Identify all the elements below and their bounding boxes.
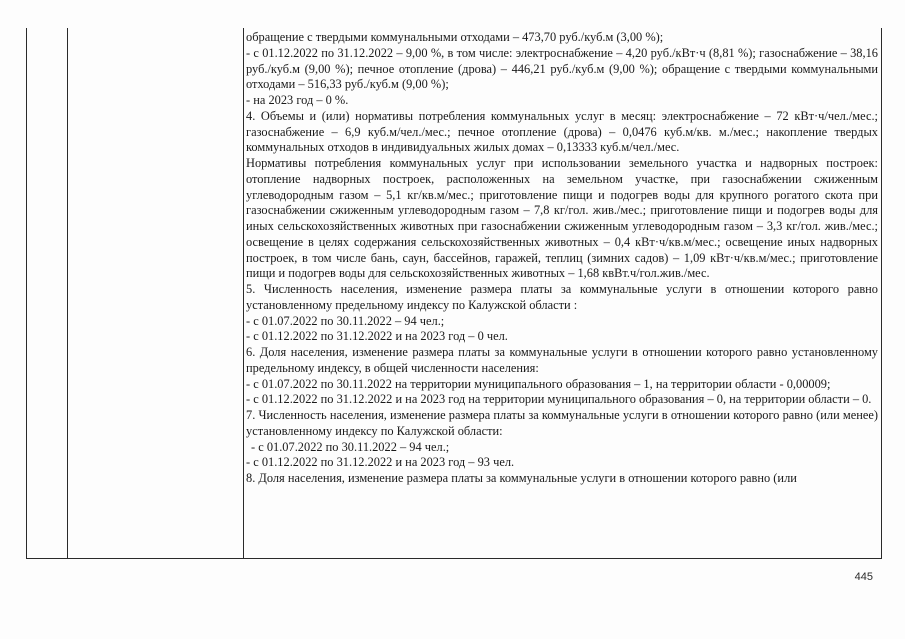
text-line: Нормативы потребления коммунальных услуг при использовании земельного участка и надворных построек: отопление надворных построек, расположенных на земельном участке, при газоснабжении сжиженным углеводородным газом – 5,1 кг/кв.м/мес.; приготовление пищи и подогрев воды для крупного рогатого скота при газоснабжении сжиженным углеводородным газом – 7,8 кг/гол. жив./мес.; приготовление пищи и подогрев воды для иных сельскохозяйственных животных при газоснабжении сжиженным углеводородным газом – 3,3 кг/гол. жив./мес.; освещение в целях содержания сельскохозяйственных животных – 0,4 кВт·ч/кв.м/мес.; освещение иных надворных построек, в том числе бань, саун, бассейнов, гаражей, теплиц (зимних садов) – 1,09 кВт·ч/кв.м/мес.; приготовление пищи и подогрев воды для сельскохозяйственных животных – 1,68 квВт.ч/гол.жив./мес. — [246, 156, 878, 281]
text-line: 5. Численность населения, изменение размера платы за коммунальные услуги в отношении которого равно установленному предельному индексу по Калужской области : — [246, 282, 878, 312]
text-line: - с 01.12.2022 по 31.12.2022 и на 2023 год – 0 чел. — [246, 329, 508, 344]
column-divider-2 — [243, 28, 244, 558]
document-table — [26, 28, 882, 559]
text-line: - с 01.07.2022 по 30.11.2022 – 94 чел.; — [251, 439, 450, 454]
table-cell-text — [246, 30, 878, 487]
column-divider-1 — [67, 28, 68, 558]
text-line: 6. Доля населения, изменение размера платы за коммунальные услуги в отношении которого равно установленному предельному индексу, в общей численности населения: — [246, 345, 878, 375]
text-line: 8. Доля населения, изменение размера платы за коммунальные услуги в отношении которого равно (или — [246, 471, 797, 485]
text-line: 4. Объемы и (или) нормативы потребления коммунальных услуг в месяц: электроснабжение – 72 кВт·ч/чел./мес.; газоснабжение – 6,9 куб.м/чел./мес.; печное отопление (дрова) – 0,0476 куб.м/кв. м./мес.; накопление твердых коммунальных отходов в индивидуальных жилых домах – 0,13333 куб.м/чел./мес. — [246, 108, 878, 155]
text-line: 7. Численность населения, изменение размера платы за коммунальные услуги в отношении которого равно (или менее) установленному индексу по Калужской области: — [246, 408, 878, 438]
text-line: - с 01.12.2022 по 31.12.2022 – 9,00 %, в том числе: электроснабжение – 4,20 руб./кВт·ч (8,81 %); газоснабжение – 38,16 руб./куб.м (9,00 %); печное отопление (дрова) – 446,21 руб./куб.м (9,00 %); обращение с твердыми коммунальными отходами – 516,33 руб./куб.м (9,00 %); — [246, 45, 878, 92]
text-line: - на 2023 год – 0 %. — [246, 93, 349, 107]
text-line: - с 01.07.2022 по 30.11.2022 – 94 чел.; — [246, 313, 445, 328]
text-line: - с 01.07.2022 по 30.11.2022 на территории муниципального образования – 1, на территории области - 0,00009; — [246, 376, 831, 391]
text-line: обращение с твердыми коммунальными отходами – 473,70 руб./куб.м (3,00 %); — [246, 30, 664, 44]
text-line: - с 01.12.2022 по 31.12.2022 и на 2023 год – 93 чел. — [246, 455, 515, 470]
page-number: 445 — [854, 571, 873, 583]
text-line: - с 01.12.2022 по 31.12.2022 и на 2023 год на территории муниципального образования – 0, на территории области – 0. — [246, 392, 872, 407]
